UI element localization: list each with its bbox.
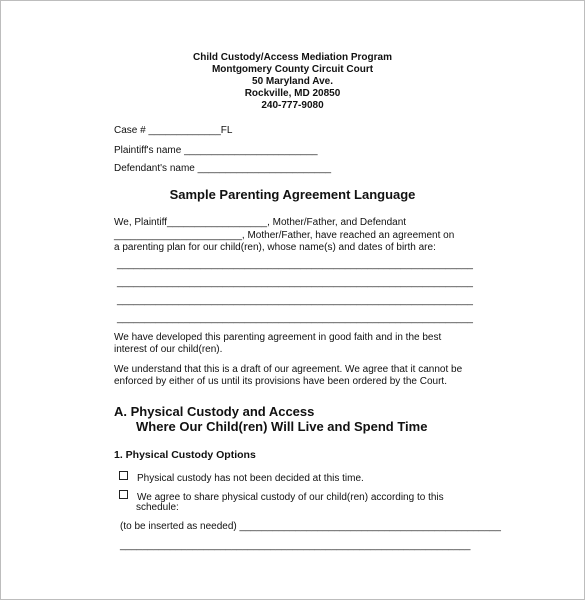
draft-notice-line-1: We understand that this is a draft of our agreement. We agree that it cannot be <box>114 364 463 375</box>
city-address: Rockville, MD 20850 <box>244 88 341 99</box>
good-faith-line-1: We have developed this parenting agreement in good faith and in the best <box>114 332 442 343</box>
checkbox <box>119 490 128 499</box>
good-faith-line-2: interest of our child(ren). <box>114 344 223 355</box>
intro-line-3: a parenting plan for our child(ren), whose name(s) and dates of birth are: <box>114 242 436 253</box>
defendant-name-field: Defendant's name ________________________ <box>114 163 332 174</box>
blank-line: ________________________________________________________________ <box>117 259 473 270</box>
street-address: 50 Maryland Ave. <box>252 76 333 87</box>
option-undecided-label: Physical custody has not been decided at this time. <box>137 473 364 484</box>
intro-line-1: We, Plaintiff__________________, Mother/Father, and Defendant <box>114 217 407 228</box>
option-shared-label-1: We agree to share physical custody of our child(ren) according to this <box>137 492 444 503</box>
plaintiff-name-field: Plaintiff's name ________________________ <box>114 145 318 156</box>
section-a-subheading: Where Our Child(ren) Will Live and Spend Time <box>136 419 428 434</box>
intro-line-2: _______________________, Mother/Father, have reached an agreement on <box>114 230 455 241</box>
court-name: Montgomery County Circuit Court <box>211 64 374 75</box>
blank-line: ________________________________________________________________ <box>117 313 473 324</box>
program-name: Child Custody/Access Mediation Program <box>193 52 392 63</box>
option-shared-label-2: schedule: <box>136 502 179 513</box>
phone-number: 240-777-9080 <box>261 100 324 111</box>
subsection-1-heading: 1. Physical Custody Options <box>114 449 256 461</box>
blank-line: ________________________________________________________________ <box>117 277 473 288</box>
section-a-heading: A. Physical Custody and Access <box>114 404 315 419</box>
insert-schedule-line: (to be inserted as needed) _______________________________________________ <box>120 521 501 532</box>
draft-notice-line-2: enforced by either of us until its provisions have been ordered by the Court. <box>114 376 447 387</box>
option-undecided <box>119 471 364 485</box>
case-number-field: Case # _____________FL <box>114 125 233 136</box>
checkbox <box>119 471 128 480</box>
blank-line: ________________________________________________________________ <box>117 295 473 306</box>
document-title: Sample Parenting Agreement Language <box>169 187 416 202</box>
schedule-blank-line: _______________________________________________________________ <box>120 540 471 551</box>
